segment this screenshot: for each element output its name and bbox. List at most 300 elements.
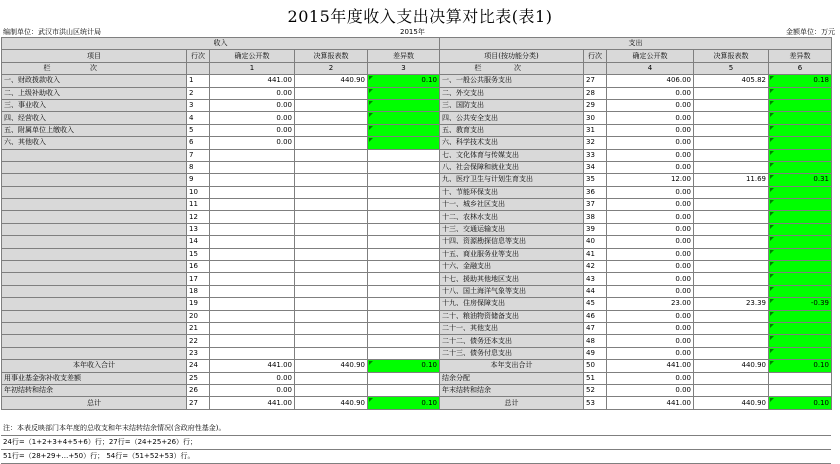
- expense-budget-cell[interactable]: 0.00: [607, 99, 694, 111]
- expense-item-name: 八、社会保障和就业支出: [440, 161, 584, 173]
- expense-item-name: 结余分配: [440, 372, 584, 384]
- income-report-cell[interactable]: [295, 137, 368, 149]
- expense-report-cell[interactable]: [694, 161, 769, 173]
- income-row-number: 25: [187, 372, 210, 384]
- income-budget-cell[interactable]: 0.00: [210, 124, 295, 136]
- ci-label: 次: [514, 63, 521, 72]
- income-row-number: 10: [187, 186, 210, 198]
- income-item-name: 年初结转和结余: [2, 384, 187, 396]
- income-budget-cell[interactable]: [210, 285, 295, 297]
- expense-report-cell[interactable]: [694, 273, 769, 285]
- expense-row-number: 34: [584, 161, 607, 173]
- expense-report-cell[interactable]: [694, 236, 769, 248]
- income-budget-cell[interactable]: 0.00: [210, 137, 295, 149]
- table-row: [2, 211, 832, 223]
- income-diff-cell[interactable]: [368, 161, 440, 173]
- expense-diff-cell[interactable]: [769, 186, 832, 198]
- expense-budget-cell[interactable]: 0.00: [607, 161, 694, 173]
- table-row: [2, 137, 832, 149]
- income-diff-cell[interactable]: [368, 223, 440, 235]
- table-row: [2, 261, 832, 273]
- income-diff-cell[interactable]: [368, 236, 440, 248]
- expense-budget-cell[interactable]: 0.00: [607, 137, 694, 149]
- income-item-name: [2, 174, 187, 186]
- col-budget: 确定公开数: [210, 50, 295, 62]
- table-row: [2, 112, 832, 124]
- expense-budget-cell[interactable]: 0.00: [607, 322, 694, 334]
- income-report-cell[interactable]: [295, 149, 368, 161]
- income-item-name: 三、事业收入: [2, 99, 187, 111]
- lan-ci-label: [2, 62, 187, 74]
- income-item-name: 用事业基金弥补收支差额: [2, 372, 187, 384]
- income-budget-cell[interactable]: [210, 261, 295, 273]
- col-row: 行次: [584, 50, 607, 62]
- expense-row-number: 27: [584, 75, 607, 87]
- expense-diff-cell[interactable]: [769, 99, 832, 111]
- expense-report-cell[interactable]: [694, 87, 769, 99]
- income-row-number: 7: [187, 149, 210, 161]
- ci-label: 次: [90, 63, 97, 72]
- report-year: 2015年: [400, 28, 425, 36]
- expense-row-number: 39: [584, 223, 607, 235]
- expense-item-name: 九、医疗卫生与计划生育支出: [440, 174, 584, 186]
- income-diff-cell[interactable]: [368, 99, 440, 111]
- income-report-cell[interactable]: 440.90: [295, 360, 368, 372]
- expense-diff-cell[interactable]: [769, 322, 832, 334]
- income-report-cell[interactable]: [295, 335, 368, 347]
- income-row-number: 15: [187, 248, 210, 260]
- income-report-cell[interactable]: [295, 273, 368, 285]
- expense-row-number: 30: [584, 112, 607, 124]
- expense-budget-cell[interactable]: 0.00: [607, 124, 694, 136]
- income-budget-cell[interactable]: 0.00: [210, 372, 295, 384]
- expense-budget-cell[interactable]: 0.00: [607, 199, 694, 211]
- income-row-number: 1: [187, 75, 210, 87]
- expense-report-cell[interactable]: [694, 335, 769, 347]
- income-diff-cell[interactable]: [368, 298, 440, 310]
- expense-budget-cell[interactable]: 0.00: [607, 372, 694, 384]
- table-row: [2, 285, 832, 297]
- income-report-cell[interactable]: [295, 285, 368, 297]
- expense-report-cell[interactable]: [694, 137, 769, 149]
- income-row-number: 8: [187, 161, 210, 173]
- income-budget-cell[interactable]: [210, 186, 295, 198]
- income-row-number: 9: [187, 174, 210, 186]
- income-budget-cell[interactable]: [210, 223, 295, 235]
- expense-row-number: 41: [584, 248, 607, 260]
- expense-budget-cell[interactable]: 406.00: [607, 75, 694, 87]
- income-budget-cell[interactable]: [210, 347, 295, 359]
- expense-diff-cell[interactable]: [769, 285, 832, 297]
- table-row: [2, 199, 832, 211]
- income-report-cell[interactable]: [295, 112, 368, 124]
- income-budget-cell[interactable]: 441.00: [210, 360, 295, 372]
- expense-report-cell[interactable]: [694, 223, 769, 235]
- income-diff-cell[interactable]: 0.10: [368, 397, 440, 409]
- income-report-cell[interactable]: [295, 261, 368, 273]
- income-diff-cell[interactable]: [368, 372, 440, 384]
- expense-diff-cell[interactable]: [769, 87, 832, 99]
- lan-label: 栏: [43, 63, 51, 72]
- income-row-number: 4: [187, 112, 210, 124]
- expense-row-number: 45: [584, 298, 607, 310]
- income-budget-cell[interactable]: 441.00: [210, 75, 295, 87]
- expense-diff-cell[interactable]: [769, 273, 832, 285]
- table-row: [2, 124, 832, 136]
- income-diff-cell[interactable]: [368, 335, 440, 347]
- expense-budget-cell[interactable]: 0.00: [607, 236, 694, 248]
- expense-budget-cell[interactable]: 0.00: [607, 273, 694, 285]
- expense-budget-cell[interactable]: 0.00: [607, 87, 694, 99]
- expense-report-cell[interactable]: [694, 285, 769, 297]
- col-report: 决算报表数: [694, 50, 769, 62]
- table-row: [2, 75, 832, 87]
- income-diff-cell[interactable]: [368, 273, 440, 285]
- expense-report-cell[interactable]: [694, 112, 769, 124]
- expense-budget-cell[interactable]: 0.00: [607, 223, 694, 235]
- income-diff-cell[interactable]: [368, 310, 440, 322]
- note-line: 51行=（28+29+…+50）行； 54行=（51+52+53）行。: [1, 450, 831, 464]
- comparison-table: [1, 37, 832, 410]
- col-diff: 差异数: [368, 50, 440, 62]
- income-item-name: [2, 248, 187, 260]
- income-budget-cell[interactable]: 441.00: [210, 397, 295, 409]
- col-number: 4: [607, 62, 694, 74]
- income-budget-cell[interactable]: [210, 310, 295, 322]
- income-row-number: 6: [187, 137, 210, 149]
- expense-row-number: 52: [584, 384, 607, 396]
- expense-item-name: 总计: [440, 397, 584, 409]
- expense-report-cell[interactable]: [694, 199, 769, 211]
- income-row-number: 5: [187, 124, 210, 136]
- income-row-number: 27: [187, 397, 210, 409]
- table-row: [2, 384, 832, 396]
- expense-item-name: 二、外交支出: [440, 87, 584, 99]
- income-item-name: [2, 347, 187, 359]
- expense-report-cell[interactable]: 23.39: [694, 298, 769, 310]
- expense-budget-cell[interactable]: 0.00: [607, 384, 694, 396]
- expense-report-cell[interactable]: [694, 384, 769, 396]
- income-report-cell[interactable]: [295, 248, 368, 260]
- amount-unit: 金额单位：万元: [786, 28, 835, 36]
- expense-budget-cell[interactable]: 12.00: [607, 174, 694, 186]
- expense-diff-cell[interactable]: 0.31: [769, 174, 832, 186]
- income-budget-cell[interactable]: 0.00: [210, 99, 295, 111]
- table-row: [2, 360, 832, 372]
- expense-row-number: 42: [584, 261, 607, 273]
- income-budget-cell[interactable]: [210, 248, 295, 260]
- income-row-number: 13: [187, 223, 210, 235]
- expense-item-name: 十一、城乡社区支出: [440, 199, 584, 211]
- expense-budget-cell[interactable]: 0.00: [607, 112, 694, 124]
- note-line: 24行=（1+2+3+4+5+6）行；27行=（24+25+26）行；: [1, 436, 831, 450]
- income-diff-cell[interactable]: [368, 112, 440, 124]
- expense-diff-cell[interactable]: [769, 149, 832, 161]
- income-item-name: [2, 261, 187, 273]
- expense-report-cell[interactable]: [694, 149, 769, 161]
- income-report-cell[interactable]: [295, 124, 368, 136]
- table-row: [2, 335, 832, 347]
- income-report-cell[interactable]: [295, 298, 368, 310]
- income-row-number: 19: [187, 298, 210, 310]
- income-report-cell[interactable]: 440.90: [295, 397, 368, 409]
- expense-diff-cell[interactable]: [769, 310, 832, 322]
- expense-report-cell[interactable]: [694, 347, 769, 359]
- income-item-name: [2, 273, 187, 285]
- income-diff-cell[interactable]: [368, 322, 440, 334]
- expense-budget-cell[interactable]: 0.00: [607, 261, 694, 273]
- table-row: [2, 87, 832, 99]
- expense-item-name: 十二、农林水支出: [440, 211, 584, 223]
- expense-report-cell[interactable]: [694, 186, 769, 198]
- expense-report-cell[interactable]: [694, 124, 769, 136]
- report-title: 2015年度收入支出决算对比表(表1): [287, 7, 553, 26]
- expense-row-number: 49: [584, 347, 607, 359]
- income-diff-cell[interactable]: [368, 137, 440, 149]
- expense-row-number: 35: [584, 174, 607, 186]
- income-diff-cell[interactable]: [368, 384, 440, 396]
- expense-report-cell[interactable]: 11.69: [694, 174, 769, 186]
- income-report-cell[interactable]: [295, 223, 368, 235]
- table-row: [2, 236, 832, 248]
- table-row: [2, 322, 832, 334]
- expense-diff-cell[interactable]: [769, 223, 832, 235]
- expense-row-number: 38: [584, 211, 607, 223]
- income-diff-cell[interactable]: [368, 199, 440, 211]
- income-item-name: 四、经营收入: [2, 112, 187, 124]
- expense-budget-cell[interactable]: 23.00: [607, 298, 694, 310]
- income-diff-cell[interactable]: [368, 347, 440, 359]
- table-row: [2, 174, 832, 186]
- income-report-cell[interactable]: [295, 174, 368, 186]
- expense-budget-cell[interactable]: 0.00: [607, 149, 694, 161]
- income-report-cell[interactable]: [295, 236, 368, 248]
- expense-item-name: 三、国防支出: [440, 99, 584, 111]
- expense-row-number: 43: [584, 273, 607, 285]
- expense-diff-cell[interactable]: [769, 112, 832, 124]
- income-report-cell[interactable]: [295, 99, 368, 111]
- expense-row-number: 32: [584, 137, 607, 149]
- expense-report-cell[interactable]: [694, 211, 769, 223]
- income-budget-cell[interactable]: [210, 174, 295, 186]
- expense-row-number: 53: [584, 397, 607, 409]
- expense-budget-cell[interactable]: 0.00: [607, 310, 694, 322]
- income-report-cell[interactable]: [295, 161, 368, 173]
- income-item-name: 一、财政拨款收入: [2, 75, 187, 87]
- income-budget-cell[interactable]: [210, 236, 295, 248]
- income-budget-cell[interactable]: 0.00: [210, 87, 295, 99]
- income-row-number: 24: [187, 360, 210, 372]
- expense-item-name: 十六、金融支出: [440, 261, 584, 273]
- income-item-name: [2, 161, 187, 173]
- income-report-cell[interactable]: 440.90: [295, 75, 368, 87]
- income-diff-cell[interactable]: [368, 211, 440, 223]
- expense-diff-cell[interactable]: [769, 372, 832, 384]
- income-report-cell[interactable]: [295, 310, 368, 322]
- expense-budget-cell[interactable]: 441.00: [607, 360, 694, 372]
- income-diff-cell[interactable]: 0.10: [368, 360, 440, 372]
- income-diff-cell[interactable]: [368, 174, 440, 186]
- col-number: 3: [368, 62, 440, 74]
- income-report-cell[interactable]: [295, 186, 368, 198]
- expense-report-cell[interactable]: 440.90: [694, 397, 769, 409]
- expense-budget-cell[interactable]: 0.00: [607, 335, 694, 347]
- expense-diff-cell[interactable]: [769, 211, 832, 223]
- expense-row-number: 36: [584, 186, 607, 198]
- col-budget: 确定公开数: [607, 50, 694, 62]
- income-row-number: 23: [187, 347, 210, 359]
- expense-report-cell[interactable]: [694, 99, 769, 111]
- expense-budget-cell[interactable]: 0.00: [607, 285, 694, 297]
- expense-diff-cell[interactable]: [769, 261, 832, 273]
- expense-item-name: 本年支出合计: [440, 360, 584, 372]
- income-budget-cell[interactable]: [210, 322, 295, 334]
- expense-budget-cell[interactable]: 0.00: [607, 248, 694, 260]
- expense-item-name: 十三、交通运输支出: [440, 223, 584, 235]
- expense-row-number: 51: [584, 372, 607, 384]
- income-report-cell[interactable]: [295, 372, 368, 384]
- expense-row-number: 28: [584, 87, 607, 99]
- note-line: 注：本表反映部门本年度的总收支和年末结转结余情况(含政府性基金)。: [1, 422, 831, 436]
- expense-item-name: 十五、商业服务业等支出: [440, 248, 584, 260]
- expense-row-number: 31: [584, 124, 607, 136]
- income-budget-cell[interactable]: [210, 149, 295, 161]
- expense-diff-cell[interactable]: [769, 199, 832, 211]
- lan-label: 栏: [474, 63, 482, 72]
- income-item-name: [2, 186, 187, 198]
- expense-item-name: 十七、援助其他地区支出: [440, 273, 584, 285]
- income-budget-cell[interactable]: [210, 199, 295, 211]
- income-row-number: 16: [187, 261, 210, 273]
- expense-budget-cell[interactable]: 441.00: [607, 397, 694, 409]
- income-diff-cell[interactable]: 0.10: [368, 75, 440, 87]
- expense-item-name: 二十、粮油物资储备支出: [440, 310, 584, 322]
- table-row: [2, 347, 832, 359]
- col-item: 项目: [2, 50, 187, 62]
- expense-budget-cell[interactable]: 0.00: [607, 347, 694, 359]
- expense-item-name: 年末结转和结余: [440, 384, 584, 396]
- income-budget-cell[interactable]: 0.00: [210, 112, 295, 124]
- expense-report-cell[interactable]: [694, 322, 769, 334]
- expense-diff-cell[interactable]: [769, 335, 832, 347]
- expense-item-name: 十九、住房保障支出: [440, 298, 584, 310]
- income-item-name: [2, 211, 187, 223]
- expense-diff-cell[interactable]: [769, 347, 832, 359]
- expense-diff-cell[interactable]: 0.10: [769, 360, 832, 372]
- income-budget-cell[interactable]: [210, 211, 295, 223]
- income-row-number: 2: [187, 87, 210, 99]
- income-row-number: 17: [187, 273, 210, 285]
- table-row: [2, 161, 832, 173]
- expense-diff-cell[interactable]: -0.39: [769, 298, 832, 310]
- expense-report-cell[interactable]: [694, 372, 769, 384]
- col-number: 1: [210, 62, 295, 74]
- expense-report-cell[interactable]: 405.82: [694, 75, 769, 87]
- expense-budget-cell[interactable]: 0.00: [607, 186, 694, 198]
- table-row: [2, 223, 832, 235]
- expense-item-name: 十四、资源勘探信息等支出: [440, 236, 584, 248]
- expense-header: 支出: [440, 38, 832, 50]
- income-diff-cell[interactable]: [368, 149, 440, 161]
- expense-item-name: 七、文化体育与传媒支出: [440, 149, 584, 161]
- table-row: [2, 99, 832, 111]
- expense-diff-cell[interactable]: [769, 384, 832, 396]
- col-diff: 差异数: [769, 50, 832, 62]
- table-row: [2, 310, 832, 322]
- income-diff-cell[interactable]: [368, 124, 440, 136]
- income-budget-cell[interactable]: [210, 161, 295, 173]
- expense-row-number: 44: [584, 285, 607, 297]
- income-budget-cell[interactable]: [210, 298, 295, 310]
- expense-diff-cell[interactable]: [769, 124, 832, 136]
- income-row-number: 14: [187, 236, 210, 248]
- income-diff-cell[interactable]: [368, 186, 440, 198]
- income-budget-cell[interactable]: [210, 273, 295, 285]
- table-row: [2, 149, 832, 161]
- expense-budget-cell[interactable]: 0.00: [607, 211, 694, 223]
- income-item-name: [2, 298, 187, 310]
- income-item-name: [2, 310, 187, 322]
- income-report-cell[interactable]: [295, 322, 368, 334]
- income-report-cell[interactable]: [295, 384, 368, 396]
- expense-diff-cell[interactable]: [769, 248, 832, 260]
- income-diff-cell[interactable]: [368, 285, 440, 297]
- expense-row-number: 47: [584, 322, 607, 334]
- expense-item-name: 六、科学技术支出: [440, 137, 584, 149]
- income-diff-cell[interactable]: [368, 261, 440, 273]
- expense-report-cell[interactable]: 440.90: [694, 360, 769, 372]
- expense-diff-cell[interactable]: 0.18: [769, 75, 832, 87]
- income-report-cell[interactable]: [295, 347, 368, 359]
- expense-diff-cell[interactable]: [769, 236, 832, 248]
- expense-row-number: 33: [584, 149, 607, 161]
- table-row: [2, 372, 832, 384]
- income-diff-cell[interactable]: [368, 87, 440, 99]
- col-number: 6: [769, 62, 832, 74]
- table-row: [2, 273, 832, 285]
- income-report-cell[interactable]: [295, 87, 368, 99]
- expense-diff-cell[interactable]: [769, 161, 832, 173]
- income-row-number: 20: [187, 310, 210, 322]
- income-row-number: 3: [187, 99, 210, 111]
- income-item-name: [2, 322, 187, 334]
- expense-row-number: 37: [584, 199, 607, 211]
- expense-report-cell[interactable]: [694, 310, 769, 322]
- income-item-name: [2, 285, 187, 297]
- income-budget-cell[interactable]: 0.00: [210, 384, 295, 396]
- expense-diff-cell[interactable]: 0.10: [769, 397, 832, 409]
- table-row: [2, 397, 832, 409]
- income-report-cell[interactable]: [295, 211, 368, 223]
- income-item-name: 六、其他收入: [2, 137, 187, 149]
- expense-row-number: 46: [584, 310, 607, 322]
- col-report: 决算报表数: [295, 50, 368, 62]
- income-diff-cell[interactable]: [368, 248, 440, 260]
- income-item-name: [2, 199, 187, 211]
- table-row: [2, 298, 832, 310]
- expense-diff-cell[interactable]: [769, 137, 832, 149]
- expense-row-number: 48: [584, 335, 607, 347]
- income-budget-cell[interactable]: [210, 335, 295, 347]
- table-row: [2, 186, 832, 198]
- income-report-cell[interactable]: [295, 199, 368, 211]
- expense-report-cell[interactable]: [694, 261, 769, 273]
- income-item-name: [2, 335, 187, 347]
- table-row: [2, 248, 832, 260]
- expense-report-cell[interactable]: [694, 248, 769, 260]
- expense-item-name: 二十三、债务付息支出: [440, 347, 584, 359]
- col-item-exp: 项目(按功能分类): [440, 50, 584, 62]
